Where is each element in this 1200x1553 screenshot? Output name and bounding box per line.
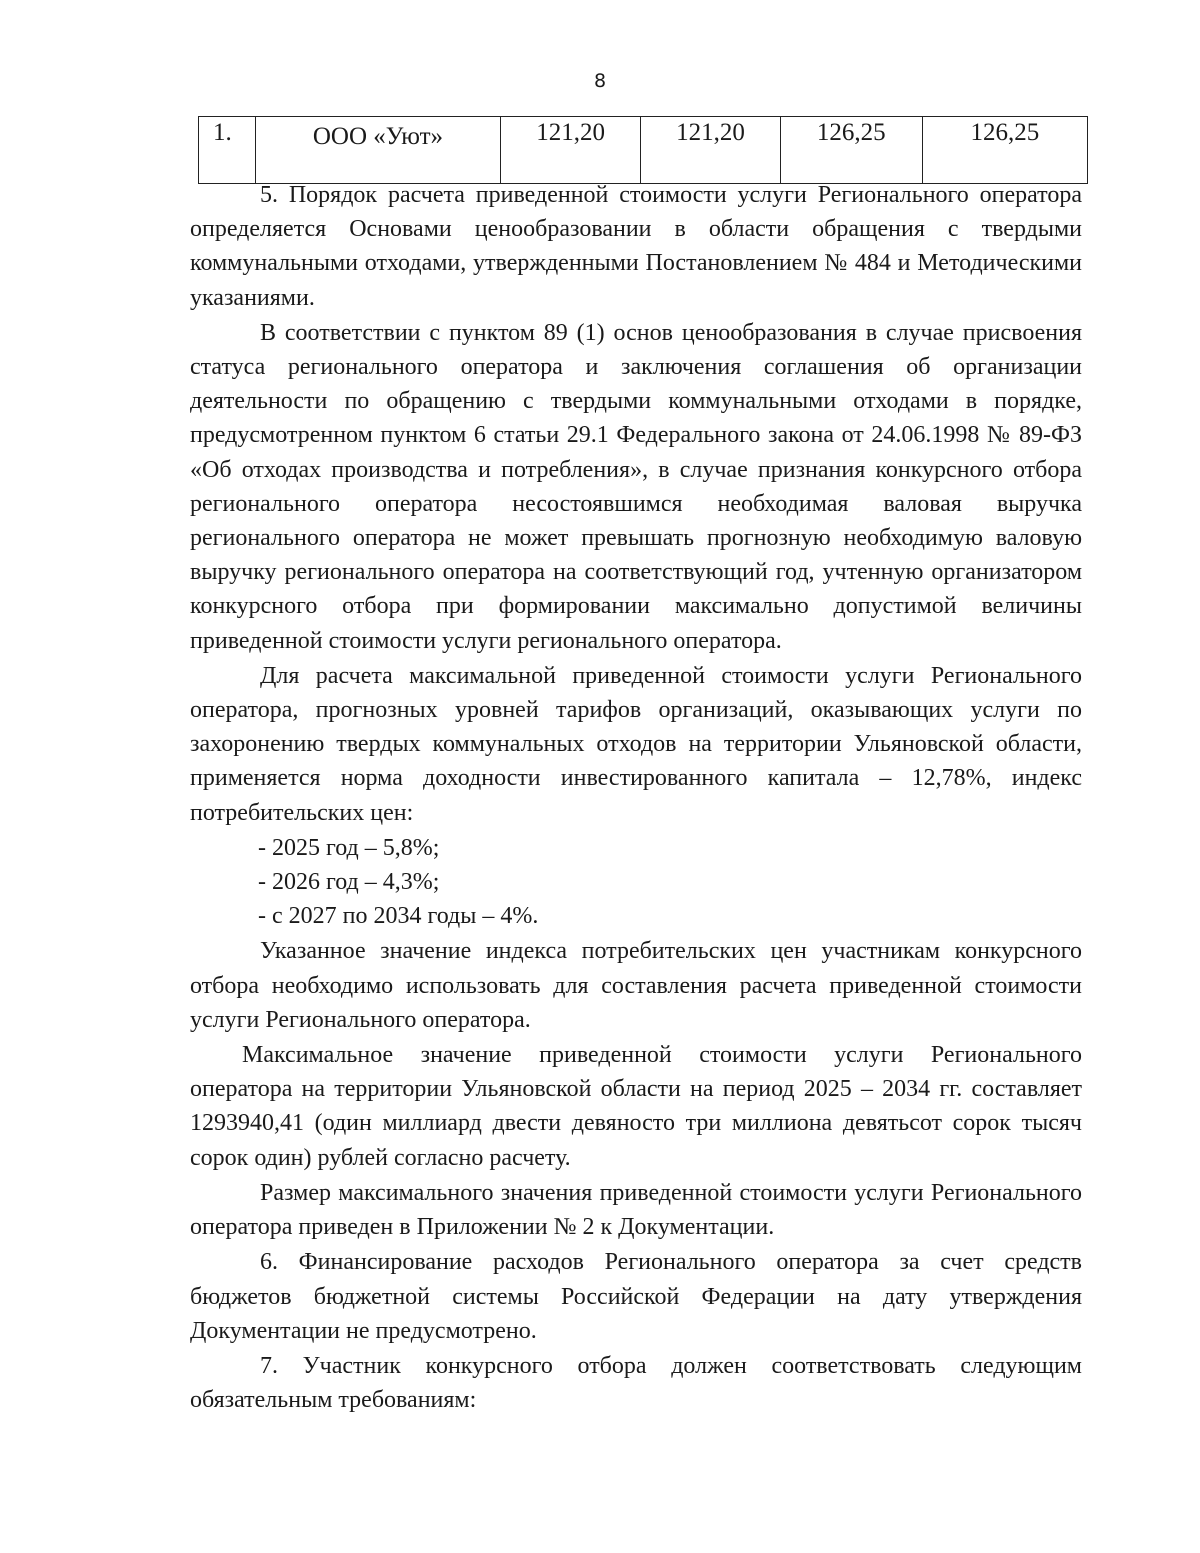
value-cell-4: 126,25 bbox=[922, 117, 1087, 184]
paragraph-calculation: Для расчета максимальной приведенной стоимости услуги Регионального оператора, прогнозных уровней тарифов организаций, оказывающих услуги по захоронению твердых коммунальных отходов на территории Ульяновской области, применяется норма доходности инвестированного капитала – 12,78%, индекс потребительских цен: bbox=[190, 662, 1082, 826]
list-item-2027: - с 2027 по 2034 годы – 4%. bbox=[258, 903, 539, 930]
organization-name: ООО «Уют» bbox=[255, 117, 501, 184]
tariff-table bbox=[198, 116, 1088, 184]
document-body bbox=[190, 178, 1082, 1417]
value-cell-2: 121,20 bbox=[641, 117, 781, 184]
paragraph-5: 5. Порядок расчета приведенной стоимости услуги Регионального оператора определяется Основами ценообразовании в области обращения с твердыми коммунальными отходами, утвержденными Постановлением № 484 и Методическими указаниями. bbox=[190, 182, 1082, 311]
paragraph-size: Размер максимального значения приведенной стоимости услуги Регионального оператора приведен в Приложении № 2 к Документации. bbox=[190, 1179, 1082, 1241]
paragraph-index: Указанное значение индекса потребительских цен участникам конкурсного отбора необходимо использовать для составления расчета приведенной стоимости услуги Регионального оператора. bbox=[190, 938, 1082, 1033]
list-item-2025: - 2025 год – 5,8%; bbox=[258, 834, 440, 861]
row-number: 1. bbox=[199, 117, 256, 184]
value-cell-1: 121,20 bbox=[501, 117, 641, 184]
paragraph-89: В соответствии с пунктом 89 (1) основ ценообразования в случае присвоения статуса регионального оператора и заключения соглашения об организации деятельности по обращению с твердыми коммунальными отходами в порядке, предусмотренном пунктом 6 статьи 29.1 Федерального закона от 24.06.1998 № 89-ФЗ «Об отходах производства и потребления», в случае признания конкурсного отбора регионального оператора несостоявшимся необходимая валовая выручка регионального оператора не может превышать прогнозную необходимую валовую выручку регионального оператора на соответствующий год, учтенную организатором конкурсного отбора при формировании максимально допустимой величины приведенной стоимости услуги регионального оператора. bbox=[190, 319, 1082, 654]
paragraph-max-value: Максимальное значение приведенной стоимости услуги Регионального оператора на территории Ульяновской области на период 2025 – 2034 гг. составляет 1293940,41 (один миллиард двести девяносто три миллиона девятьсот сорок тысяч сорок один) рублей согласно расчету. bbox=[190, 1042, 1082, 1171]
table-row bbox=[199, 117, 1088, 184]
paragraph-7: 7. Участник конкурсного отбора должен соответствовать следующим обязательным требованиям: bbox=[190, 1352, 1082, 1414]
list-item-2026: - 2026 год – 4,3%; bbox=[258, 869, 440, 896]
page-number: 8 bbox=[593, 70, 607, 92]
value-cell-3: 126,25 bbox=[780, 117, 922, 184]
paragraph-6: 6. Финансирование расходов Регионального оператора за счет средств бюджетов бюджетной системы Российской Федерации на дату утверждения Документации не предусмотрено. bbox=[190, 1249, 1082, 1344]
